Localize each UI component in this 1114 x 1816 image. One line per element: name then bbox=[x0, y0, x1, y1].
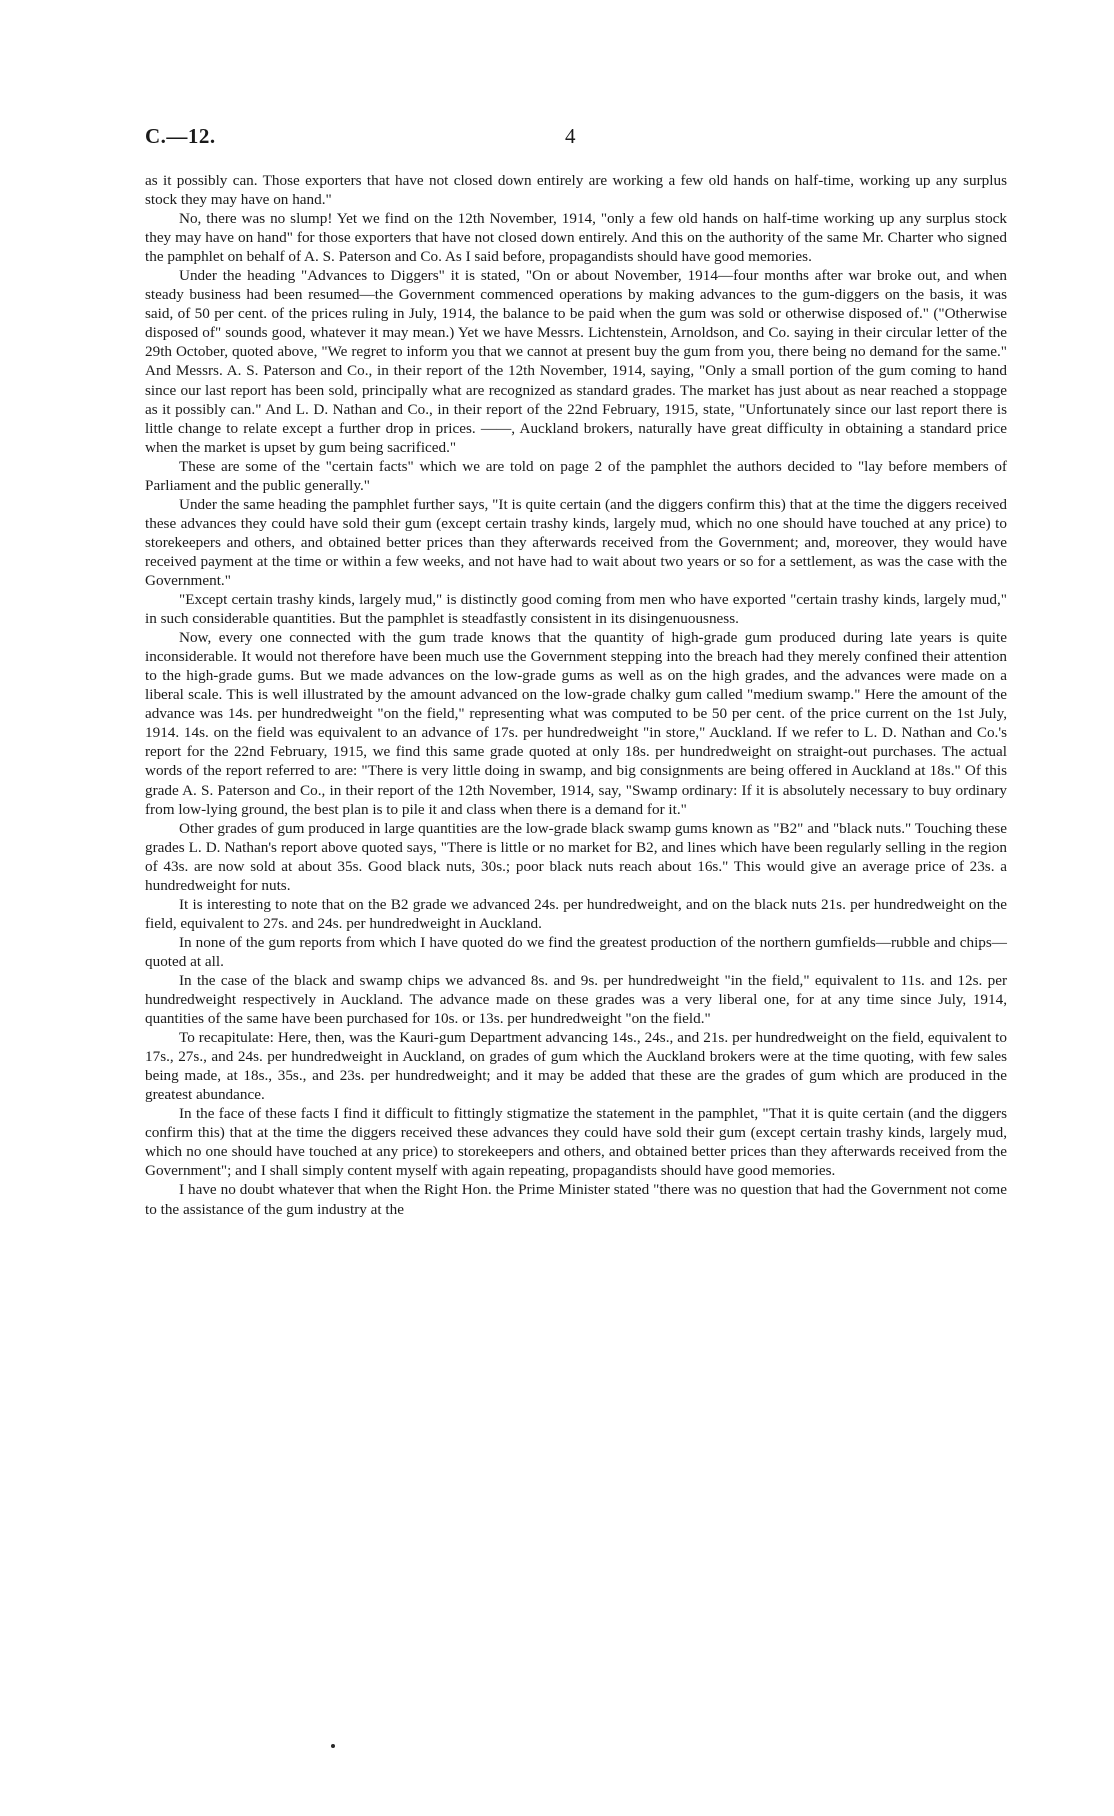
document-id: C.—12. bbox=[145, 124, 216, 148]
paragraph: In the case of the black and swamp chips we advanced 8s. and 9s. per hundredweight "in the field," equivalent to 11s. and 12s. per hundredweight respectively in Auckland. The advance made on these grades was a very liberal one, for at any time since July, 1914, quantities of the same have been purchased for 10s. or 13s. per hundredweight "on the field." bbox=[145, 971, 1007, 1028]
paragraph: No, there was no slump! Yet we find on the 12th November, 1914, "only a few old hands on half-time working up any surplus stock they may have on hand" for those exporters that have not closed down entirely. And this on the authority of the same Mr. Charter who signed the pamphlet on behalf of A. S. Paterson and Co. As I said before, propagandists should have good memories. bbox=[145, 210, 1007, 266]
paragraph: In the face of these facts I find it difficult to fittingly stigmatize the statement in the pamphlet, "That it is quite certain (and the diggers confirm this) that at the time the diggers received these advances they could have sold their gum (except certain trashy kinds, largely mud, which no one should have touched at any price) to storekeepers and others, and obtained better prices than they afterwards received from the Government"; and I shall simply content myself with again repeating, propagandists should have good memories. bbox=[145, 1105, 1007, 1180]
paragraph: as it possibly can. Those exporters that have not closed down entirely are working a few old hands on half-time, working up any surplus stock they may have on hand." bbox=[145, 172, 1007, 209]
paragraph: Under the heading "Advances to Diggers" it is stated, "On or about November, 1914—four months after war broke out, and when steady business had been resumed—the Government commenced operations by making advances to the gum-diggers on the basis, it was said, of 50 per cent. of the prices ruling in July, 1914, the balance to be paid when the gum was sold or otherwise disposed of." ("Otherwise disposed of" sounds good, whatever it may mean.) Yet we have Messrs. Lichtenstein, Arnoldson, and Co. saying in their circular letter of the 29th October, quoted above, "We regret to inform you that we cannot at present buy the gum from you, there being no demand for the same." And Messrs. A. S. Paterson and Co., in their report of the 12th November, 1914, saying, "Only a small portion of the gum coming to hand since our last report has been sold, principally what are recognized as standard grades. The market has just about as near reached a stoppage as it possibly can." And L. D. Nathan and Co., in their report of the 22nd February, 1915, state, "Unfortunately since our last report there is little change to relate except a further drop in prices. ——, Auckland brokers, naturally have great difficulty in obtaining a standard price when the market is upset by gum being sacrificed." bbox=[145, 267, 1007, 456]
paragraph: Other grades of gum produced in large quantities are the low-grade black swamp gums known as "B2" and "black nuts." Touching these grades L. D. Nathan's report above quoted says, "There is little or no market for B2, and lines which have been regularly selling in the region of 43s. are now sold at about 35s. Good black nuts, 30s.; poor black nuts reach about 16s." This would give an average price of 23s. a hundredweight for nuts. bbox=[145, 819, 1007, 894]
paragraph: In none of the gum reports from which I have quoted do we find the greatest production of the northern gumfields—rubble and chips—quoted at all. bbox=[145, 933, 1007, 970]
print-speck bbox=[331, 1744, 335, 1748]
paragraph: "Except certain trashy kinds, largely mud," is distinctly good coming from men who have exported "certain trashy kinds, largely mud," in such considerable quantities. But the pamphlet is steadfastly consistent in its disingenuousness. bbox=[145, 591, 1007, 628]
paragraph: Now, every one connected with the gum trade knows that the quantity of high-grade gum produced during late years is quite inconsiderable. It would not therefore have been much use the Government stepping into the breach had they merely confined their attention to the high-grade gums. But we made advances on the low-grade gums as well as on the high grades, and the advances were made on a liberal scale. This is well illustrated by the amount advanced on the low-grade chalky gum called "medium swamp." Here the amount of the advance was 14s. per hundredweight "on the field," representing what was computed to be 50 per cent. of the price current on the 1st July, 1914. 14s. on the field was equivalent to an advance of 17s. per hundredweight "in store," Auckland. If we refer to L. D. Nathan and Co.'s report for the 22nd February, 1915, we find this same grade quoted at only 18s. per hundredweight on straight-out purchases. The actual words of the report referred to are: "There is very little doing in swamp, and big consignments are being offered in Auckland at 18s." Of this grade A. S. Paterson and Co., in their report of the 12th November, 1914, say, "Swamp ordinary: If it is absolutely necessary to buy ordinary from low-lying ground, the best plan is to pile it and class when there is a demand for it." bbox=[145, 629, 1007, 818]
page-number: 4 bbox=[565, 124, 576, 148]
paragraph: It is interesting to note that on the B2 grade we advanced 24s. per hundredweight, and on the black nuts 21s. per hundredweight on the field, equivalent to 27s. and 24s. per hundredweight in Auckland. bbox=[145, 895, 1007, 932]
page-header bbox=[145, 124, 1005, 154]
paragraph: These are some of the "certain facts" which we are told on page 2 of the pamphlet the authors decided to "lay before members of Parliament and the public generally." bbox=[145, 457, 1007, 494]
body-text bbox=[145, 171, 1007, 1219]
paragraph: I have no doubt whatever that when the Right Hon. the Prime Minister stated "there was no question that had the Government not come to the assistance of the gum industry at the bbox=[145, 1181, 1007, 1218]
paragraph: Under the same heading the pamphlet further says, "It is quite certain (and the diggers confirm this) that at the time the diggers received these advances they could have sold their gum (except certain trashy kinds, largely mud, which no one should have touched at any price) to storekeepers and others, and obtained better prices than they afterwards received from the Government; and, moreover, they would have received payment at the time or within a few weeks, and not have had to wait about two years or so for a settlement, as was the case with the Government." bbox=[145, 495, 1007, 589]
paragraph: To recapitulate: Here, then, was the Kauri-gum Department advancing 14s., 24s., and 21s. per hundredweight on the field, equivalent to 17s., 27s., and 24s. per hundredweight in Auckland, on grades of gum which the Auckland brokers were at the time quoting, with few sales being made, at 18s., 35s., and 23s. per hundredweight; and it may be added that these are the grades of gum which are produced in the greatest abundance. bbox=[145, 1029, 1007, 1104]
